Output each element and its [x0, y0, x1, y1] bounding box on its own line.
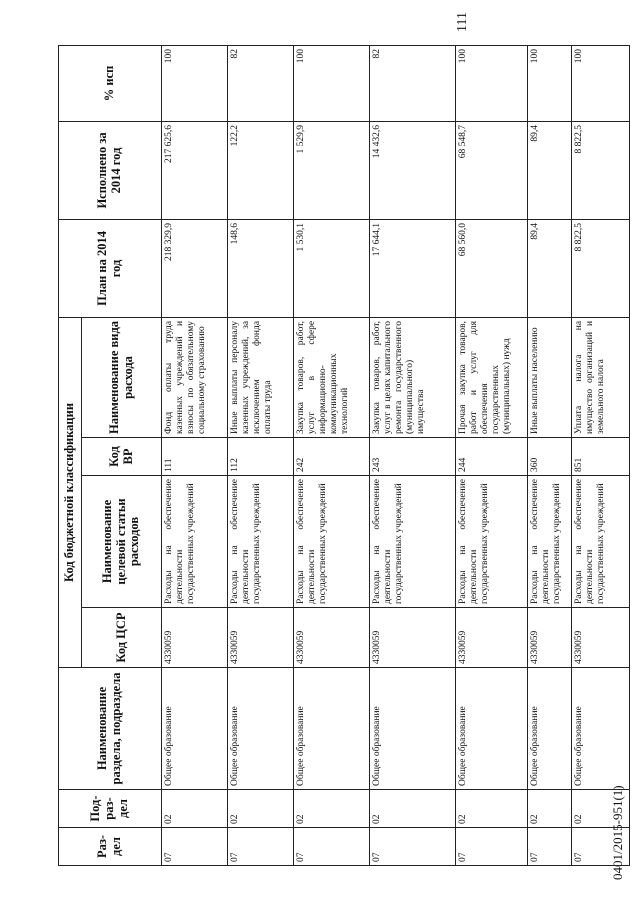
header-razdel: Раз-дел — [59, 828, 162, 866]
cell-csr: 4330059 — [228, 608, 294, 668]
cell-plan: 68 560,0 — [456, 219, 528, 317]
cell-naim: Общее образование — [528, 668, 572, 790]
page-number: 111 — [455, 12, 470, 32]
cell-vr: 112 — [228, 438, 294, 476]
cell-podrazdel: 02 — [528, 790, 572, 828]
cell-celevaya: Расходы на обеспечение деятельности государственных учреждений — [370, 476, 456, 608]
header-ispolneno: Исполнено за 2014 год — [59, 121, 162, 219]
cell-csr: 4330059 — [162, 608, 228, 668]
cell-pct: 100 — [528, 45, 572, 121]
cell-csr: 4330059 — [572, 608, 630, 668]
table-row — [294, 45, 370, 865]
cell-razdel: 07 — [228, 828, 294, 866]
cell-vid: Иные выплаты населению — [528, 317, 572, 437]
cell-razdel: 07 — [162, 828, 228, 866]
cell-isp: 8 822,5 — [572, 121, 630, 219]
table-row — [370, 45, 456, 865]
cell-vid: Иные выплаты персоналу казенных учреждений, за исключением фонда оплаты труда — [228, 317, 294, 437]
cell-celevaya: Расходы на обеспечение деятельности государственных учреждений — [528, 476, 572, 608]
cell-podrazdel: 02 — [228, 790, 294, 828]
table-row — [528, 45, 572, 865]
cell-plan: 17 644,1 — [370, 219, 456, 317]
cell-isp: 122,2 — [228, 121, 294, 219]
table-row — [572, 45, 630, 865]
cell-vid: Прочая закупка товаров, работ и услуг для обеспечения государственных (муниципальных) нужд — [456, 317, 528, 437]
cell-vid: Фонд оплаты труда казенных учреждений и взносы по обязательному социальному страхованию — [162, 317, 228, 437]
cell-plan: 1 530,1 — [294, 219, 370, 317]
header-kod-csr: Код ЦСР — [82, 608, 162, 668]
cell-isp: 68 548,7 — [456, 121, 528, 219]
cell-csr: 4330059 — [528, 608, 572, 668]
cell-plan: 89,4 — [528, 219, 572, 317]
cell-celevaya: Расходы на обеспечение деятельности государственных учреждений — [572, 476, 630, 608]
cell-naim: Общее образование — [456, 668, 528, 790]
cell-plan: 8 822,5 — [572, 219, 630, 317]
cell-podrazdel: 02 — [456, 790, 528, 828]
cell-razdel: 07 — [294, 828, 370, 866]
cell-naim: Общее образование — [162, 668, 228, 790]
cell-pct: 100 — [294, 45, 370, 121]
cell-isp: 89,4 — [528, 121, 572, 219]
header-kod-vr: Код ВР — [82, 438, 162, 476]
cell-vid: Уплата налога на имущество организаций и земельного налога — [572, 317, 630, 437]
cell-podrazdel: 02 — [162, 790, 228, 828]
cell-pct: 100 — [572, 45, 630, 121]
cell-vr: 244 — [456, 438, 528, 476]
cell-celevaya: Расходы на обеспечение деятельности государственных учреждений — [162, 476, 228, 608]
cell-vr: 242 — [294, 438, 370, 476]
cell-razdel: 07 — [528, 828, 572, 866]
cell-razdel: 07 — [572, 828, 630, 866]
header-pct: % исп — [59, 45, 162, 121]
table-row — [228, 45, 294, 865]
cell-isp: 1 529,9 — [294, 121, 370, 219]
cell-razdel: 07 — [370, 828, 456, 866]
cell-isp: 217 625,6 — [162, 121, 228, 219]
header-naim-celevoy: Наименование целевой статьи расходов — [82, 476, 162, 608]
rotated-table-wrapper — [58, 46, 606, 866]
cell-plan: 218 329,9 — [162, 219, 228, 317]
budget-table — [58, 45, 630, 866]
cell-plan: 148,6 — [228, 219, 294, 317]
cell-pct: 82 — [228, 45, 294, 121]
cell-pct: 100 — [456, 45, 528, 121]
cell-podrazdel: 02 — [294, 790, 370, 828]
cell-celevaya: Расходы на обеспечение деятельности государственных учреждений — [228, 476, 294, 608]
cell-naim: Общее образование — [294, 668, 370, 790]
header-naim-vida: Наименование вида расхода — [82, 317, 162, 437]
cell-pct: 82 — [370, 45, 456, 121]
table-row — [162, 45, 228, 865]
header-plan: План на 2014 год — [59, 219, 162, 317]
cell-celevaya: Расходы на обеспечение деятельности государственных учреждений — [456, 476, 528, 608]
cell-isp: 14 432,6 — [370, 121, 456, 219]
document-id: 0401/2015-951(1) — [610, 785, 625, 880]
cell-vid: Закупка товаров, работ, услуг в сфере информационно-коммуникационных технологий — [294, 317, 370, 437]
cell-naim: Общее образование — [572, 668, 630, 790]
header-kbk-group: Код бюджетной классификации — [59, 317, 82, 667]
cell-pct: 100 — [162, 45, 228, 121]
cell-vr: 360 — [528, 438, 572, 476]
cell-naim: Общее образование — [228, 668, 294, 790]
cell-vid: Закупка товаров, работ, услуг в целях капитального ремонта государственного (муниципального) имущества — [370, 317, 456, 437]
table-row — [456, 45, 528, 865]
cell-podrazdel: 02 — [370, 790, 456, 828]
cell-razdel: 07 — [456, 828, 528, 866]
cell-vr: 851 — [572, 438, 630, 476]
header-podrazdel: Под-раз-дел — [59, 790, 162, 828]
cell-podrazdel: 02 — [572, 790, 630, 828]
cell-csr: 4330059 — [456, 608, 528, 668]
cell-csr: 4330059 — [294, 608, 370, 668]
cell-celevaya: Расходы на обеспечение деятельности государственных учреждений — [294, 476, 370, 608]
cell-csr: 4330059 — [370, 608, 456, 668]
header-naim-razdela: Наименование раздела, подраздела — [59, 668, 162, 790]
cell-vr: 111 — [162, 438, 228, 476]
cell-naim: Общее образование — [370, 668, 456, 790]
cell-vr: 243 — [370, 438, 456, 476]
